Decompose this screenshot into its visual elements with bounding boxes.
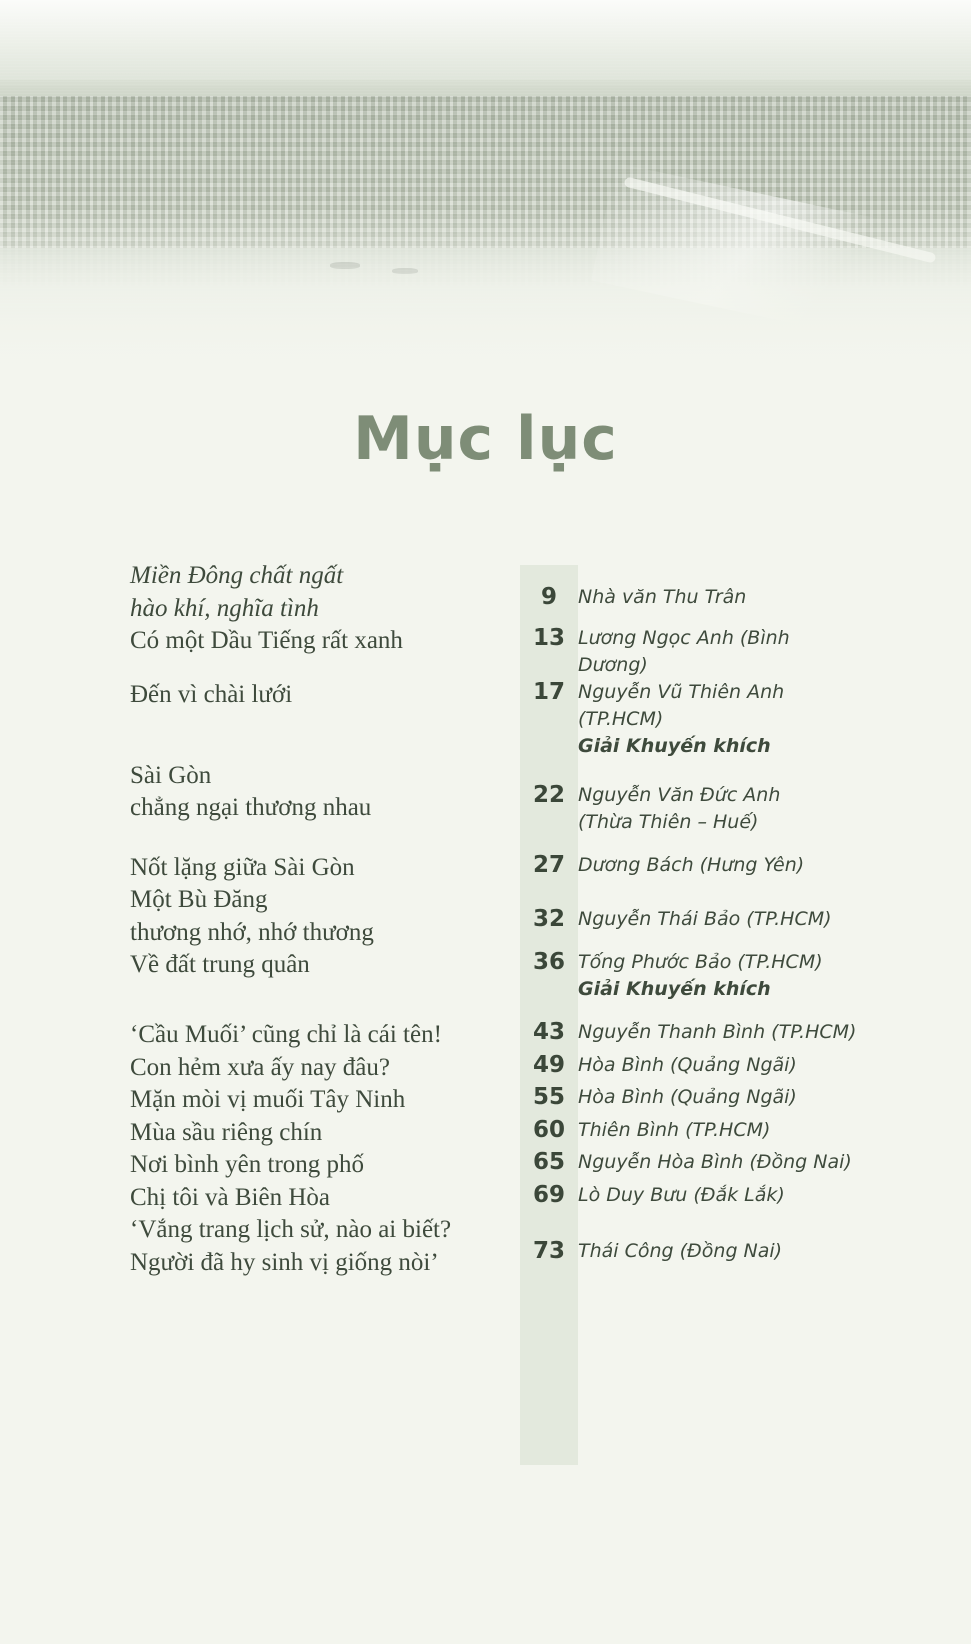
table-row[interactable] bbox=[130, 1182, 860, 1215]
table-row[interactable] bbox=[130, 884, 860, 949]
toc-entry-author: Nguyễn Vũ Thiên Anh (TP.HCM) Giải Khuyến khích bbox=[578, 679, 860, 760]
header-photo bbox=[0, 0, 971, 400]
toc-entry-author: Nguyễn Hòa Bình (Đồng Nai) bbox=[578, 1151, 852, 1174]
table-row[interactable] bbox=[130, 1117, 860, 1150]
table-of-contents bbox=[0, 560, 971, 1480]
toc-entry-page: 49 bbox=[532, 1051, 565, 1078]
toc-entry-author: Nguyễn Văn Đức Anh (Thừa Thiên – Huế) bbox=[578, 760, 860, 836]
toc-entry-title: Mặn mòi vị muối Tây Ninh bbox=[130, 1086, 406, 1114]
toc-entry-page: 55 bbox=[532, 1084, 565, 1111]
toc-entry-award: Giải Khuyến khích bbox=[578, 978, 771, 1001]
toc-entry-page: 60 bbox=[532, 1116, 565, 1143]
toc-entry-page: 43 bbox=[532, 1019, 565, 1046]
table-row[interactable] bbox=[130, 1214, 860, 1279]
toc-entry-title: ‘Cầu Muối’ cũng chỉ là cái tên! bbox=[130, 1021, 442, 1049]
toc-entry-title: Nơi bình yên trong phố bbox=[130, 1151, 365, 1179]
toc-group-spacer bbox=[130, 836, 860, 852]
toc-entry-title: Về đất trung quân bbox=[130, 951, 310, 979]
toc-entry-page: 36 bbox=[532, 949, 565, 976]
toc-entry-title: Nốt lặng giữa Sài Gòn bbox=[130, 853, 355, 881]
table-row[interactable] bbox=[130, 760, 860, 836]
toc-entry-page: 65 bbox=[532, 1149, 565, 1176]
toc-entry-author-line2: (Thừa Thiên – Huế) bbox=[578, 810, 759, 833]
toc-entry-title: ‘Vắng trang lịch sử, nào ai biết? Người đã hy sinh vị giống nòi’ bbox=[130, 1216, 452, 1276]
table-row[interactable] bbox=[130, 1084, 860, 1117]
toc-entry-author: Nguyễn Thanh Bình (TP.HCM) bbox=[578, 1021, 857, 1044]
page-title: Mục lục bbox=[353, 404, 618, 474]
toc-entry-title: Chị tôi và Biên Hòa bbox=[130, 1183, 330, 1211]
toc-entry-page: 17 bbox=[532, 678, 565, 705]
toc-entry-author: Lò Duy Bưu (Đắk Lắk) bbox=[578, 1183, 785, 1206]
toc-entry-author: Hòa Bình (Quảng Ngãi) bbox=[578, 1086, 797, 1109]
toc-entry-title: Đến vì chài lưới bbox=[130, 680, 293, 708]
toc-entry-title: Sài Gòn chẳng ngại thương nhau bbox=[130, 761, 372, 822]
toc-entry-author: Thái Công (Đồng Nai) bbox=[578, 1240, 783, 1263]
toc-entry-page: 22 bbox=[532, 781, 565, 808]
toc-entry-title: Một Bù Đăng thương nhớ, nhớ thương bbox=[130, 886, 374, 946]
toc-entry-title: Miền Đông chất ngất hào khí, nghĩa tình bbox=[130, 562, 344, 622]
toc-entry-page: 13 bbox=[532, 625, 565, 651]
toc-entry-page: 32 bbox=[532, 906, 565, 933]
table-row[interactable] bbox=[130, 1052, 860, 1085]
toc-entry-author: Thiên Bình (TP.HCM) bbox=[578, 1118, 771, 1141]
toc-entry-author: Hòa Bình (Quảng Ngãi) bbox=[578, 1053, 797, 1076]
toc-entry-page: 69 bbox=[532, 1181, 565, 1208]
toc-table bbox=[130, 560, 860, 1279]
toc-entry-author: Nhà văn Thu Trân bbox=[578, 586, 747, 608]
toc-entry-page: 9 bbox=[540, 584, 557, 610]
table-row[interactable] bbox=[130, 625, 860, 679]
toc-entry-author: Lương Ngọc Anh (Bình Dương) bbox=[578, 627, 790, 676]
toc-group-spacer bbox=[130, 1003, 860, 1019]
table-row[interactable] bbox=[130, 1149, 860, 1182]
table-row[interactable] bbox=[130, 679, 860, 760]
table-row[interactable] bbox=[130, 852, 860, 885]
toc-entry-title: Mùa sầu riêng chín bbox=[130, 1118, 323, 1146]
toc-entry-author: Nguyễn Thái Bảo (TP.HCM) bbox=[578, 908, 832, 931]
table-row[interactable] bbox=[130, 560, 860, 625]
toc-entry-award: Giải Khuyến khích bbox=[578, 734, 771, 757]
toc-entry-author: Tống Phước Bảo (TP.HCM) Giải Khuyến khích bbox=[578, 949, 860, 1003]
table-row[interactable] bbox=[130, 949, 860, 1003]
toc-entry-page: 27 bbox=[532, 851, 565, 878]
photo-bottom-fade bbox=[0, 210, 971, 400]
table-row[interactable] bbox=[130, 1019, 860, 1052]
toc-entry-author: Dương Bách (Hưng Yên) bbox=[578, 853, 805, 876]
toc-entry-title: Có một Dầu Tiếng rất xanh bbox=[130, 627, 403, 654]
toc-entry-title: Con hẻm xưa ấy nay đâu? bbox=[130, 1053, 390, 1081]
toc-entry-page: 73 bbox=[532, 1238, 565, 1265]
